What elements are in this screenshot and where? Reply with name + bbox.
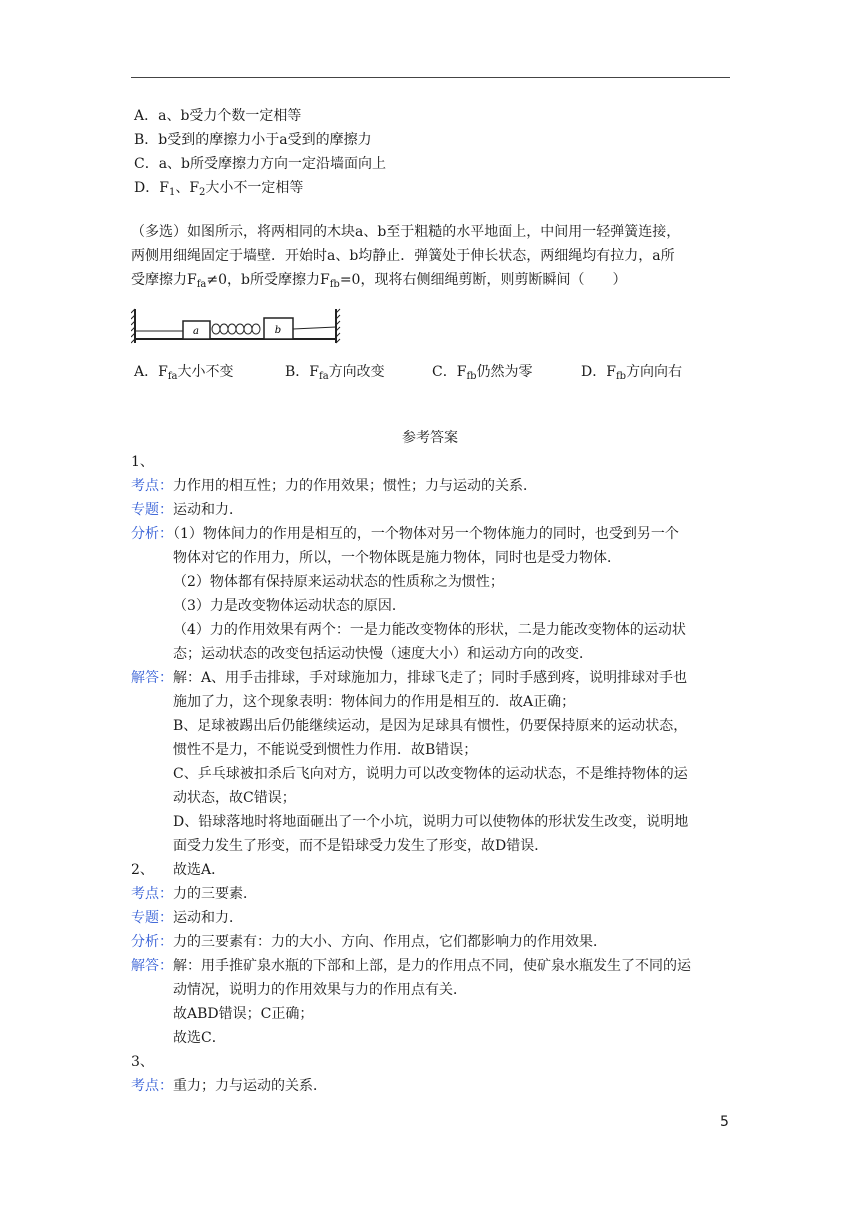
page-number: 5 xyxy=(720,1114,729,1130)
answer-2-fenxi: 分析：力的三要素有：力的大小、方向、作用点，它们都影响力的作用效果． xyxy=(131,934,607,950)
option-c: C．$F_{fb}$仍然为零 xyxy=(432,364,533,382)
prev-option-d: D．$F_1$、$F_2$大小不一定相等 xyxy=(134,180,304,198)
block-a-label: a xyxy=(193,326,199,337)
header-rule xyxy=(131,77,730,78)
answer-1-jieda-line: D、铅球落地时将地面砸出了一个小坑，说明力可以使物体的形状发生改变，说明地 xyxy=(173,814,689,830)
answer-1-jieda-line: 故选A． xyxy=(173,862,226,878)
block-b-label: b xyxy=(274,325,282,336)
answer-1-kaodian: 考点：力作用的相互性；力的作用效果；惯性；力与运动的关系． xyxy=(131,478,537,494)
answer-1-jieda-line: 惯性不是力，不能说受到惯性力作用．故B错误； xyxy=(173,742,478,758)
answers-title: 参考答案 xyxy=(402,430,458,446)
answer-2-jieda: 解答：解：用手推矿泉水瓶的下部和上部，是力的作用点不同，使矿泉水瓶发生了不同的运 xyxy=(131,958,691,974)
answer-1-jieda-line: 施加了力，这个现象表明：物体间力的作用是相互的．故A正确； xyxy=(173,694,576,710)
answer-2-kaodian: 考点：力的三要素． xyxy=(131,886,257,902)
answer-1-jieda-line: C、乒乓球被扣杀后飞向对方，说明力可以改变物体的运动状态，不是维持物体的运 xyxy=(173,766,688,782)
answer-1-fenxi-line: （3）力是改变物体运动状态的原因． xyxy=(173,598,406,614)
answer-3-number: 3、 xyxy=(131,1054,154,1070)
prev-option-a: A．a、b受力个数一定相等 xyxy=(134,108,302,124)
answer-1-jieda-line: 面受力发生了形变，而不是铅球受力发生了形变，故D错误． xyxy=(173,838,549,854)
answer-2-zhuanti: 专题：运动和力． xyxy=(131,910,243,926)
answer-2-jieda-line: 故选C． xyxy=(173,1030,226,1046)
answer-1-jieda: 解答：解：A、用手击排球，手对球施加力，排球飞走了；同时手感到疼，说明排球对手也 xyxy=(131,670,688,686)
option-b: B．$F_{fa}$方向改变 xyxy=(285,364,385,382)
answer-1-number: 1、 xyxy=(131,454,154,470)
prev-option-b: B．b受到的摩擦力小于a受到的摩擦力 xyxy=(134,132,372,148)
answer-2-jieda-line: 故ABD错误；C正确； xyxy=(173,1006,314,1022)
answer-1-fenxi-line: 态；运动状态的改变包括运动快慢（速度大小）和运动方向的改变． xyxy=(173,646,593,662)
answer-1-fenxi-line: 物体对它的作用力，所以，一个物体既是施力物体，同时也是受力物体． xyxy=(173,550,621,566)
answer-1-fenxi: 分析：（1）物体间力的作用是相互的，一个物体对另一个物体施力的同时，也受到另一个 xyxy=(131,526,679,542)
question-line-2: 两侧用细绳固定于墙壁．开始时a、b均静止．弹簧处于伸长状态，两细绳均有拉力，a所 xyxy=(131,248,675,264)
answer-3-kaodian: 考点：重力；力与运动的关系． xyxy=(131,1078,327,1094)
answer-1-jieda-line: 动状态，故C错误； xyxy=(173,790,296,806)
question-line-1: （多选）如图所示，将两相同的木块a、b至于粗糙的水平地面上，中间用一轻弹簧连接， xyxy=(131,224,681,240)
answer-1-fenxi-line: （4）力的作用效果有两个：一是力能改变物体的形状，二是力能改变物体的运动状 xyxy=(173,622,686,638)
option-a: A．$F_{fa}$大小不变 xyxy=(134,364,234,382)
answer-1-zhuanti: 专题：运动和力． xyxy=(131,502,243,518)
answer-1-jieda-line: B、足球被踢出后仍能继续运动，是因为足球具有惯性，仍要保持原来的运动状态， xyxy=(173,718,688,734)
answer-2-jieda-line: 动情况，说明力的作用效果与力的作用点有关． xyxy=(173,982,467,998)
prev-option-c: C．a、b所受摩擦力方向一定沿墙面向上 xyxy=(134,156,387,172)
option-d: D．$F_{fb}$方向向右 xyxy=(581,364,683,382)
answer-1-fenxi-line: （2）物体都有保持原来运动状态的性质称之为惯性； xyxy=(173,574,504,590)
question-line-3: 受摩擦力$F_{fa}\ne 0$，b所受摩擦力$F_{fb}=0$，现将右侧细绳剪断，则剪断瞬间（ ） xyxy=(131,272,627,290)
answer-2-number: 2、 xyxy=(131,862,154,878)
spring-blocks-figure xyxy=(131,305,346,347)
